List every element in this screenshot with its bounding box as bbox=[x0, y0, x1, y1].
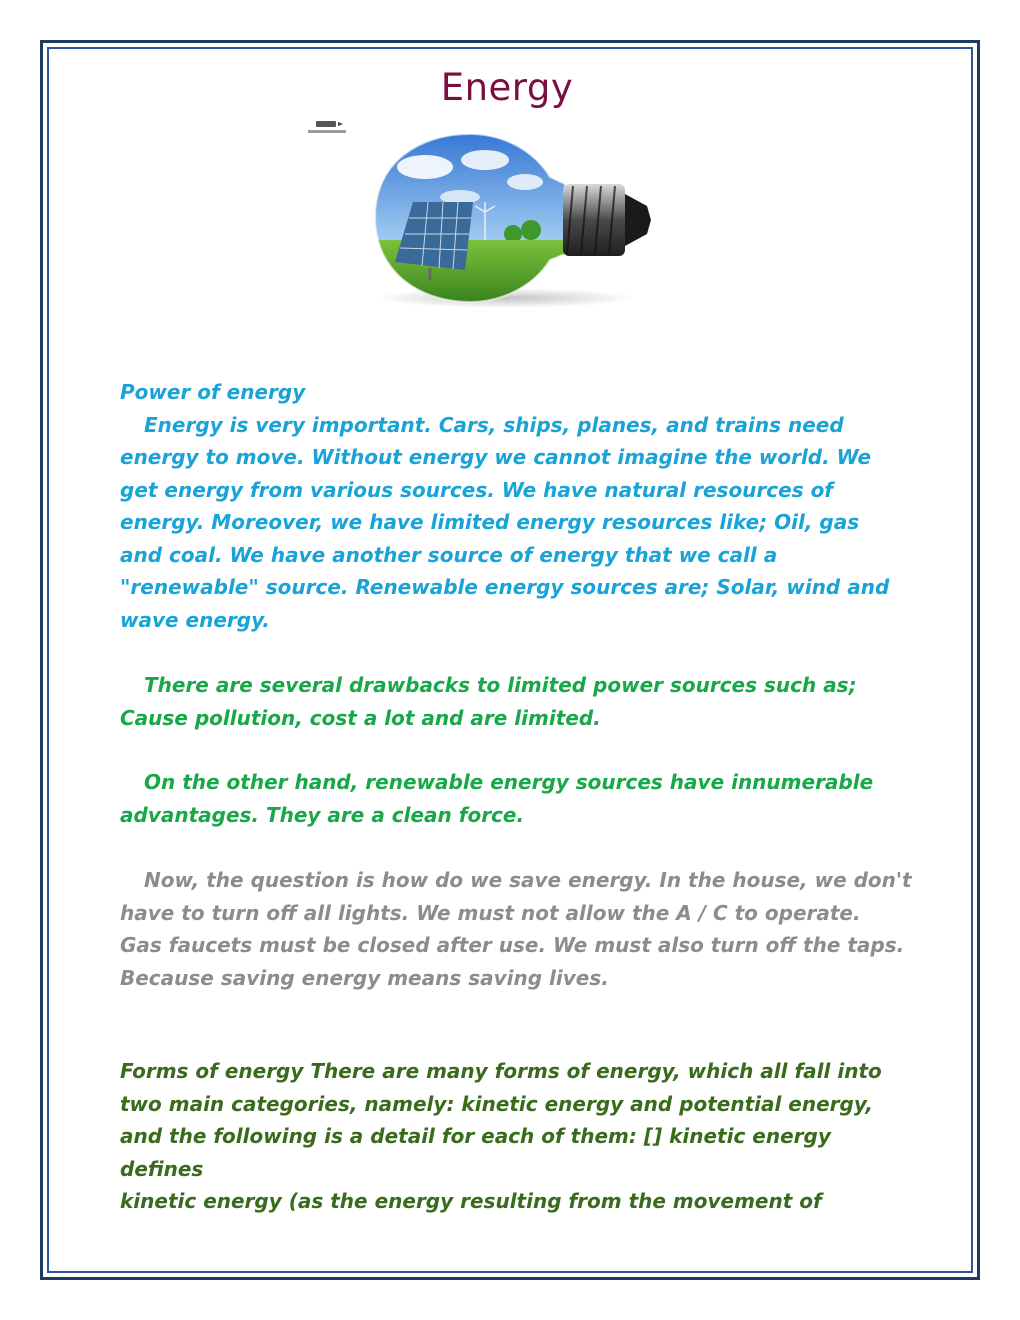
paragraph-line: On the other hand, renewable energy sources have innumerable bbox=[144, 770, 874, 794]
paragraph-line: Because saving energy means saving lives. bbox=[120, 965, 609, 990]
power-of-energy-section bbox=[120, 376, 920, 636]
paragraph-line: Gas faucets must be closed after use. We must also turn off the taps. bbox=[120, 933, 905, 957]
paragraph-line: Now, the question is how do we save energy. In the house, we don't bbox=[144, 868, 912, 892]
saving-energy-paragraph bbox=[120, 864, 920, 994]
paragraph-line: Energy is very important. Cars, ships, planes, and trains need bbox=[144, 412, 844, 437]
paragraph-line: "renewable" source. Renewable energy sources are; Solar, wind and bbox=[120, 575, 890, 599]
paragraph-line: two main categories, namely: kinetic energy and potential energy, bbox=[120, 1091, 873, 1116]
advantages-paragraph bbox=[120, 766, 920, 831]
paragraph-line: energy. Moreover, we have limited energy resources like; Oil, gas bbox=[120, 510, 860, 534]
paragraph-line: and coal. We have another source of energy that we call a bbox=[120, 542, 778, 567]
drawbacks-paragraph bbox=[120, 669, 920, 734]
watermark-logo bbox=[306, 120, 348, 136]
paragraph-line: have to turn off all lights. We must not allow the A / C to operate. bbox=[120, 900, 861, 925]
paragraph-line: Cause pollution, cost a lot and are limited. bbox=[120, 705, 601, 730]
paragraph-line: energy to move. Without energy we cannot imagine the world. We bbox=[120, 445, 872, 469]
paragraph-line: advantages. They are a clean force. bbox=[120, 802, 525, 827]
paragraph-line: wave energy. bbox=[120, 607, 270, 632]
paragraph-line: There are several drawbacks to limited power sources such as; bbox=[144, 673, 857, 697]
page-title: Energy bbox=[440, 66, 574, 109]
paragraph-line: kinetic energy (as the energy resulting from the movement of bbox=[120, 1189, 822, 1213]
forms-of-energy-paragraph bbox=[120, 1055, 920, 1218]
paragraph-line: and the following is a detail for each of them: [] kinetic energy defines bbox=[120, 1124, 831, 1181]
paragraph-line: Forms of energy There are many forms of energy, which all fall into bbox=[120, 1059, 882, 1083]
lightbulb-landscape-image bbox=[355, 122, 665, 312]
power-of-energy-heading: Power of energy bbox=[120, 380, 306, 404]
paragraph-line: get energy from various sources. We have natural resources of bbox=[120, 477, 834, 502]
